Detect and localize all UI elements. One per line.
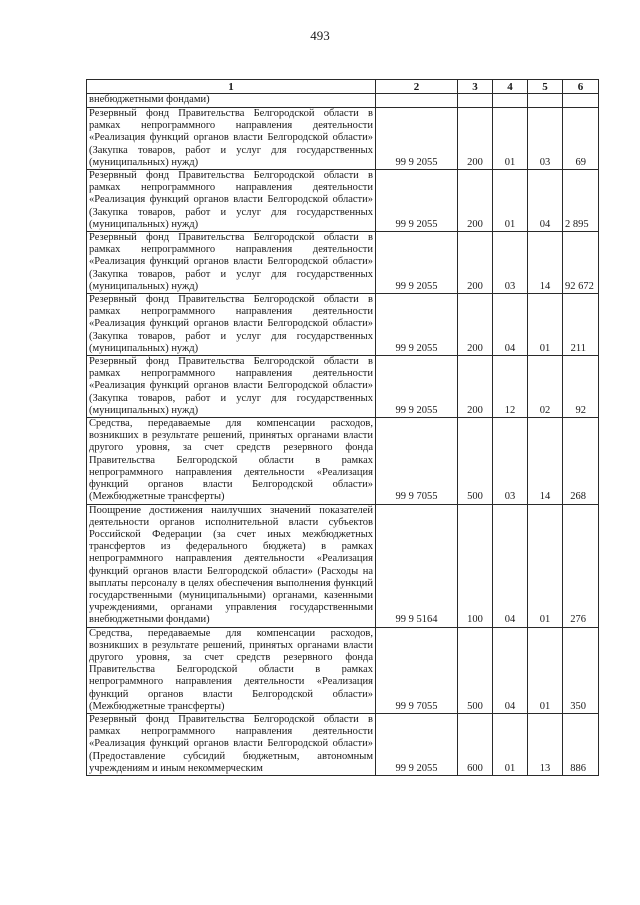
row-code: 99 9 2055 <box>376 232 458 294</box>
row-expense-type: 200 <box>458 232 493 294</box>
row-expense-type: 200 <box>458 108 493 170</box>
row-description: Поощрение достижения наилучших значений показателей деятельности органов исполнительной власти субъектов Российской Федерации (за счет иных межбюджетных трансфертов из федерального бюджета) в рамках непрограммного направления деятельности «Реализация функций органов власти Белгородской области» (Расходы на выплаты персоналу в целях обеспечения выполнения функций государственными (муниципальными) органами, казенными учреждениями, органами управления государственными внебюджетными фондами) <box>87 504 376 627</box>
row-description: Резервный фонд Правительства Белгородской области в рамках непрограммного направления деятельности «Реализация функций органов власти Белгородской области» (Предоставление субсидий бюджетным, автономным учреждениям и иным некоммерческим <box>87 713 376 775</box>
row-amount: 350 <box>563 627 599 713</box>
table-row <box>87 108 599 170</box>
budget-table <box>86 79 599 776</box>
row-subsection: 02 <box>528 356 563 418</box>
row-section: 12 <box>493 356 528 418</box>
row-subsection: 03 <box>528 108 563 170</box>
table-row <box>87 418 599 504</box>
empty-cell <box>458 94 493 108</box>
continuation-text: внебюджетными фондами) <box>87 94 376 108</box>
row-code: 99 9 2055 <box>376 294 458 356</box>
row-description: Средства, передаваемые для компенсации расходов, возникших в результате решений, принятых органами власти другого уровня, за счет средств резервного фонда Правительства Белгородской области в рамках непрограммного направления деятельности «Реализация функций органов власти Белгородской области» (Межбюджетные трансферты) <box>87 627 376 713</box>
empty-cell <box>376 94 458 108</box>
header-col-description: 1 <box>87 80 376 94</box>
row-code: 99 9 7055 <box>376 418 458 504</box>
table-row <box>87 713 599 775</box>
row-expense-type: 600 <box>458 713 493 775</box>
row-section: 01 <box>493 108 528 170</box>
row-subsection: 01 <box>528 627 563 713</box>
row-expense-type: 100 <box>458 504 493 627</box>
row-code: 99 9 2055 <box>376 713 458 775</box>
row-amount: 211 <box>563 294 599 356</box>
row-subsection: 01 <box>528 504 563 627</box>
row-subsection: 01 <box>528 294 563 356</box>
row-description: Резервный фонд Правительства Белгородской области в рамках непрограммного направления деятельности «Реализация функций органов власти Белгородской области» (Закупка товаров, работ и услуг для государственных (муниципальных) нужд) <box>87 356 376 418</box>
row-code: 99 9 2055 <box>376 108 458 170</box>
row-section: 04 <box>493 627 528 713</box>
row-amount: 886 <box>563 713 599 775</box>
row-code: 99 9 2055 <box>376 170 458 232</box>
row-amount: 92 <box>563 356 599 418</box>
row-subsection: 13 <box>528 713 563 775</box>
row-section: 01 <box>493 713 528 775</box>
row-section: 01 <box>493 170 528 232</box>
row-subsection: 04 <box>528 170 563 232</box>
table-row <box>87 232 599 294</box>
row-description: Резервный фонд Правительства Белгородской области в рамках непрограммного направления деятельности «Реализация функций органов власти Белгородской области» (Закупка товаров, работ и услуг для государственных (муниципальных) нужд) <box>87 108 376 170</box>
row-expense-type: 200 <box>458 170 493 232</box>
empty-cell <box>493 94 528 108</box>
row-amount: 69 <box>563 108 599 170</box>
header-col-code: 2 <box>376 80 458 94</box>
header-col-amount: 6 <box>563 80 599 94</box>
header-col-subsection: 5 <box>528 80 563 94</box>
page-number: 493 <box>310 28 330 43</box>
row-description: Резервный фонд Правительства Белгородской области в рамках непрограммного направления деятельности «Реализация функций органов власти Белгородской области» (Закупка товаров, работ и услуг для государственных (муниципальных) нужд) <box>87 232 376 294</box>
row-code: 99 9 5164 <box>376 504 458 627</box>
row-amount: 268 <box>563 418 599 504</box>
continuation-row <box>87 94 599 108</box>
header-col-type: 3 <box>458 80 493 94</box>
row-section: 04 <box>493 294 528 356</box>
row-expense-type: 500 <box>458 627 493 713</box>
table-row <box>87 627 599 713</box>
row-subsection: 14 <box>528 232 563 294</box>
empty-cell <box>563 94 599 108</box>
row-expense-type: 500 <box>458 418 493 504</box>
row-expense-type: 200 <box>458 356 493 418</box>
row-amount: 2 895 <box>563 170 599 232</box>
row-amount: 276 <box>563 504 599 627</box>
row-subsection: 14 <box>528 418 563 504</box>
table-row <box>87 356 599 418</box>
row-description: Резервный фонд Правительства Белгородской области в рамках непрограммного направления деятельности «Реализация функций органов власти Белгородской области» (Закупка товаров, работ и услуг для государственных (муниципальных) нужд) <box>87 170 376 232</box>
table-row <box>87 170 599 232</box>
row-amount: 92 672 <box>563 232 599 294</box>
row-code: 99 9 7055 <box>376 627 458 713</box>
row-expense-type: 200 <box>458 294 493 356</box>
empty-cell <box>528 94 563 108</box>
row-section: 03 <box>493 418 528 504</box>
row-section: 04 <box>493 504 528 627</box>
row-description: Средства, передаваемые для компенсации расходов, возникших в результате решений, принятых органами власти другого уровня, за счет средств резервного фонда Правительства Белгородской области в рамках непрограммного направления деятельности «Реализация функций органов власти Белгородской области» (Межбюджетные трансферты) <box>87 418 376 504</box>
row-description: Резервный фонд Правительства Белгородской области в рамках непрограммного направления деятельности «Реализация функций органов власти Белгородской области» (Закупка товаров, работ и услуг для государственных (муниципальных) нужд) <box>87 294 376 356</box>
row-section: 03 <box>493 232 528 294</box>
row-code: 99 9 2055 <box>376 356 458 418</box>
table-row <box>87 294 599 356</box>
header-col-section: 4 <box>493 80 528 94</box>
table-row <box>87 504 599 627</box>
table-header-row <box>87 80 599 94</box>
